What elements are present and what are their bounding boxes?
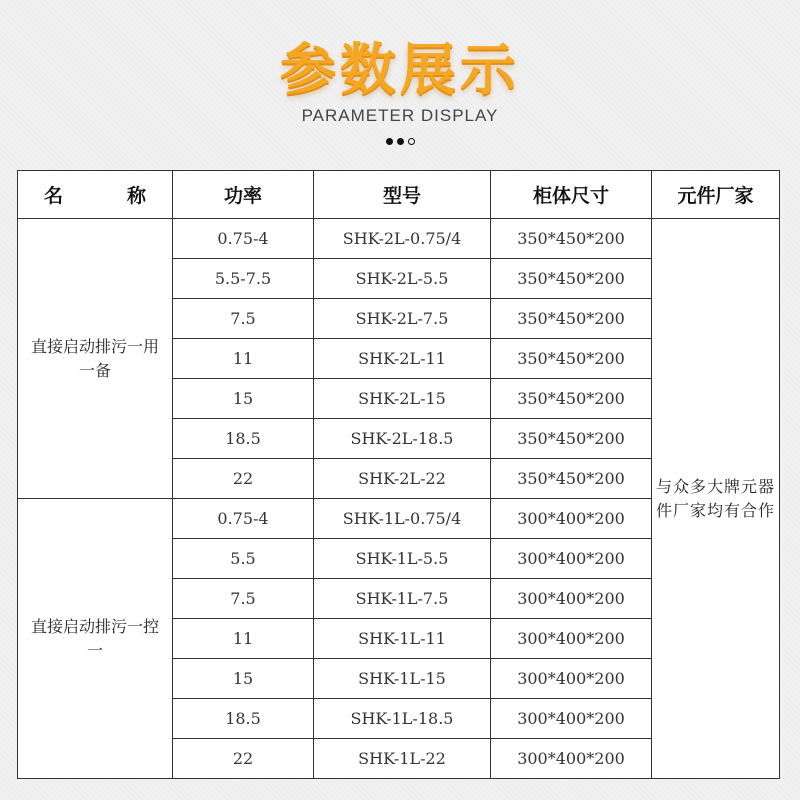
- model-cell: SHK-2L-22: [314, 459, 491, 499]
- size-cell: 350*450*200: [491, 459, 652, 499]
- power-cell: 11: [173, 339, 314, 379]
- model-cell: SHK-1L-15: [314, 659, 491, 699]
- power-cell: 22: [173, 459, 314, 499]
- power-cell: 5.5: [173, 539, 314, 579]
- model-cell: SHK-2L-0.75/4: [314, 219, 491, 259]
- model-cell: SHK-2L-18.5: [314, 419, 491, 459]
- header-model: 型号: [314, 171, 491, 219]
- size-cell: 350*450*200: [491, 339, 652, 379]
- model-cell: SHK-2L-5.5: [314, 259, 491, 299]
- size-cell: 300*400*200: [491, 739, 652, 779]
- model-cell: SHK-1L-0.75/4: [314, 499, 491, 539]
- group-name-cell: 直接启动排污一控一: [18, 499, 173, 779]
- hollow-dot-icon: [408, 138, 415, 145]
- model-cell: SHK-1L-11: [314, 619, 491, 659]
- components-note-cell: 与众多大牌元器件厂家均有合作: [652, 219, 780, 779]
- size-cell: 350*450*200: [491, 219, 652, 259]
- page-subtitle: PARAMETER DISPLAY: [301, 106, 499, 125]
- power-cell: 15: [173, 659, 314, 699]
- filled-dot-icon: [386, 138, 393, 145]
- model-cell: SHK-2L-11: [314, 339, 491, 379]
- size-cell: 300*400*200: [491, 619, 652, 659]
- size-cell: 300*400*200: [491, 499, 652, 539]
- size-cell: 350*450*200: [491, 379, 652, 419]
- power-cell: 18.5: [173, 419, 314, 459]
- size-cell: 350*450*200: [491, 419, 652, 459]
- filled-dot-icon: [397, 138, 404, 145]
- group-name-cell: 直接启动排污一用一备: [18, 219, 173, 499]
- header-name: [18, 171, 173, 219]
- size-cell: 300*400*200: [491, 539, 652, 579]
- table-header-row: [18, 171, 780, 219]
- header-power: 功率: [173, 171, 314, 219]
- model-cell: SHK-1L-22: [314, 739, 491, 779]
- power-cell: 0.75-4: [173, 499, 314, 539]
- size-cell: 350*450*200: [491, 299, 652, 339]
- header-size: 柜体尺寸: [491, 171, 652, 219]
- model-cell: SHK-1L-18.5: [314, 699, 491, 739]
- decorative-dots: [0, 138, 800, 145]
- size-cell: 350*450*200: [491, 259, 652, 299]
- power-cell: 11: [173, 619, 314, 659]
- model-cell: SHK-2L-7.5: [314, 299, 491, 339]
- power-cell: 0.75-4: [173, 219, 314, 259]
- power-cell: 22: [173, 739, 314, 779]
- power-cell: 15: [173, 379, 314, 419]
- model-cell: SHK-1L-5.5: [314, 539, 491, 579]
- power-cell: 7.5: [173, 579, 314, 619]
- header-name-left: 名: [44, 185, 64, 207]
- power-cell: 7.5: [173, 299, 314, 339]
- parameter-table: [17, 170, 780, 779]
- header-components: 元件厂家: [652, 171, 780, 219]
- power-cell: 18.5: [173, 699, 314, 739]
- table-row: [18, 219, 780, 259]
- size-cell: 300*400*200: [491, 699, 652, 739]
- page-title: 参数展示: [280, 38, 520, 103]
- model-cell: SHK-1L-7.5: [314, 579, 491, 619]
- size-cell: 300*400*200: [491, 579, 652, 619]
- header-name-right: 称: [126, 185, 146, 207]
- power-cell: 5.5-7.5: [173, 259, 314, 299]
- model-cell: SHK-2L-15: [314, 379, 491, 419]
- size-cell: 300*400*200: [491, 659, 652, 699]
